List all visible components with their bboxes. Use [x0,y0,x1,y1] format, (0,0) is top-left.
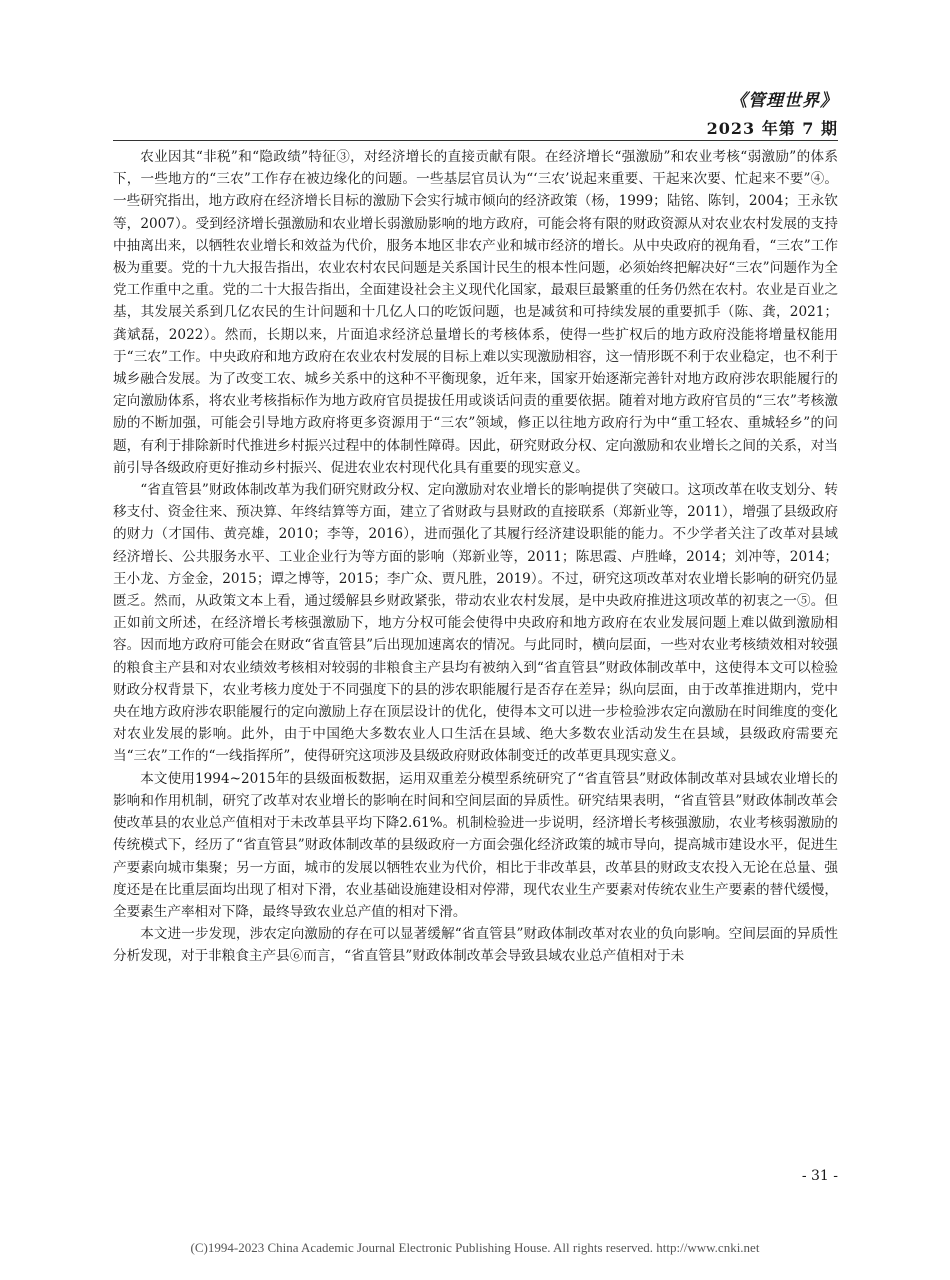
header-rule [113,140,838,141]
paragraph-4: 本文进一步发现，涉农定向激励的存在可以显著缓解“省直管县”财政体制改革对农业的负向影响。空间层面的异质性分析发现，对于非粮食主产县⑥而言，“省直管县”财政体制改革会导致县域农业总产值相对于未 [113,926,838,965]
paragraph-3: 本文使用1994~2015年的县级面板数据，运用双重差分模型系统研究了“省直管县”财政体制改革对县域农业增长的影响和作用机制，研究了改革对农业增长的影响在时间和空间层面的异质性。研究结果表明，“省直管县”财政体制改革会使改革县的农业总产值相对于未改革县平均下降2.61%。机制检验进一步说明，经济增长考核强激励，农业考核弱激励的传统模式下，经历了“省直管县”财政体制改革的县级政府一方面会强化经济政策的城市导向，提高城市建设水平，促进生产要素向城市集聚；另一方面，城市的发展以牺牲农业为代价，相比于非改革县，改革县的财政支农投入无论在总量、强度还是在比重层面均出现了相对下滑，农业基础设施建设相对停滞，现代农业生产要素对传统农业生产要素的替代缓慢，全要素生产率相对下降，最终导致农业总产值的相对下滑。 [113,770,838,920]
issue-label: 2023 年第 7 期 [706,119,838,138]
article-body [113,146,838,968]
paragraph-1: 农业因其“非税”和“隐政绩”特征③，对经济增长的直接贡献有限。在经济增长“强激励”和农业考核“弱激励”的体系下，一些地方的“三农”工作存在被边缘化的问题。一些基层官员认为“‘三农’说起来重要、干起来次要、忙起来不要”④。一些研究指出，地方政府在经济增长目标的激励下会实行城市倾向的经济政策（杨，1999；陆铭、陈钊，2004；王永钦等，2007）。受到经济增长强激励和农业增长弱激励影响的地方政府，可能会将有限的财政资源从对农业农村发展的支持中抽离出来，以牺牲农业增长和效益为代价，服务本地区非农产业和城市经济的增长。从中央政府的视角看，“三农”工作极为重要。党的十九大报告指出，农业农村农民问题是关系国计民生的根本性问题，必须始终把解决好“三农”问题作为全党工作重中之重。党的二十大报告指出，全面建设社会主义现代化国家，最艰巨最繁重的任务仍然在农村。农业是百业之基，其发展关系到几亿农民的生计问题和十几亿人口的吃饭问题，也是减贫和可持续发展的重要抓手（陈、龚，2021；龚斌磊，2022）。然而，长期以来，片面追求经济总量增长的考核体系，使得一些扩权后的地方政府没能将增量权能用于“三农”工作。中央政府和地方政府在农业农村发展的目标上难以实现激励相容，这一情形既不利于农业稳定，也不利于城乡融合发展。为了改变工农、城乡关系中的这种不平衡现象，近年来，国家开始逐渐完善针对地方政府涉农职能履行的定向激励体系，将农业考核指标作为地方政府官员提拔任用或谈话问责的重要依据。随着对地方政府官员的“三农”考核激励的不断加强，可能会引导地方政府将更多资源用于“三农”领域，修正以往地方政府行为中“重工轻农、重城轻乡”的问题，有利于排除新时代推进乡村振兴过程中的体制性障碍。因此，研究财政分权、定向激励和农业增长之间的关系，对当前引导各级政府更好推动乡村振兴、促进农业农村现代化具有重要的现实意义。 [113,149,838,476]
journal-name: 《管理世界》 [730,91,838,111]
copyright-footer: (C)1994-2023 China Academic Journal Electronic Publishing House. All rights reserved. http://www.cnki.net [190,1240,760,1255]
paragraph-2: “省直管县”财政体制改革为我们研究财政分权、定向激励对农业增长的影响提供了突破口。这项改革在收支划分、转移支付、资金往来、预决算、年终结算等方面，建立了省财政与县财政的直接联系（郑新业等，2011），增强了县级政府的财力（才国伟、黄亮雄，2010；李等，2016），进而强化了其履行经济建设职能的能力。不少学者关注了改革对县域经济增长、公共服务水平、工业企业行为等方面的影响（郑新业等，2011；陈思霞、卢胜峰，2014；刘冲等，2014；王小龙、方金金，2015；谭之博等，2015；李广众、贾凡胜，2019）。不过，研究这项改革对农业增长影响的研究仍显匮乏。然而，从政策文本上看，通过缓解县乡财政紧张，带动农业农村发展，是中央政府推进这项改革的初衷之一⑤。但正如前文所述，在经济增长考核强激励下，地方分权可能会使得中央政府和地方政府在农业发展问题上难以做到激励相容。因而地方政府可能会在财政“省直管县”后出现加速离农的情况。与此同时，横向层面，一些对农业考核绩效相对较强的粮食主产县和对农业绩效考核相对较弱的非粮食主产县均有被纳入到“省直管县”财政体制改革中，这使得本文可以检验财政分权背景下，农业考核力度处于不同强度下的县的涉农职能履行是否存在差异；纵向层面，由于改革推进期内，党中央在地方政府涉农职能履行的定向激励上存在顶层设计的优化，使得本文可以进一步检验涉农定向激励在时间维度的变化对农业发展的影响。此外，由于中国绝大多数农业人口生活在县域、绝大多数农业活动发生在县域，县级政府需要充当“三农”工作的“一线指挥所”，使得研究这项涉及县级政府财政体制变迁的改革更具现实意义。 [113,482,838,765]
page-number: - 31 - [801,1168,838,1184]
